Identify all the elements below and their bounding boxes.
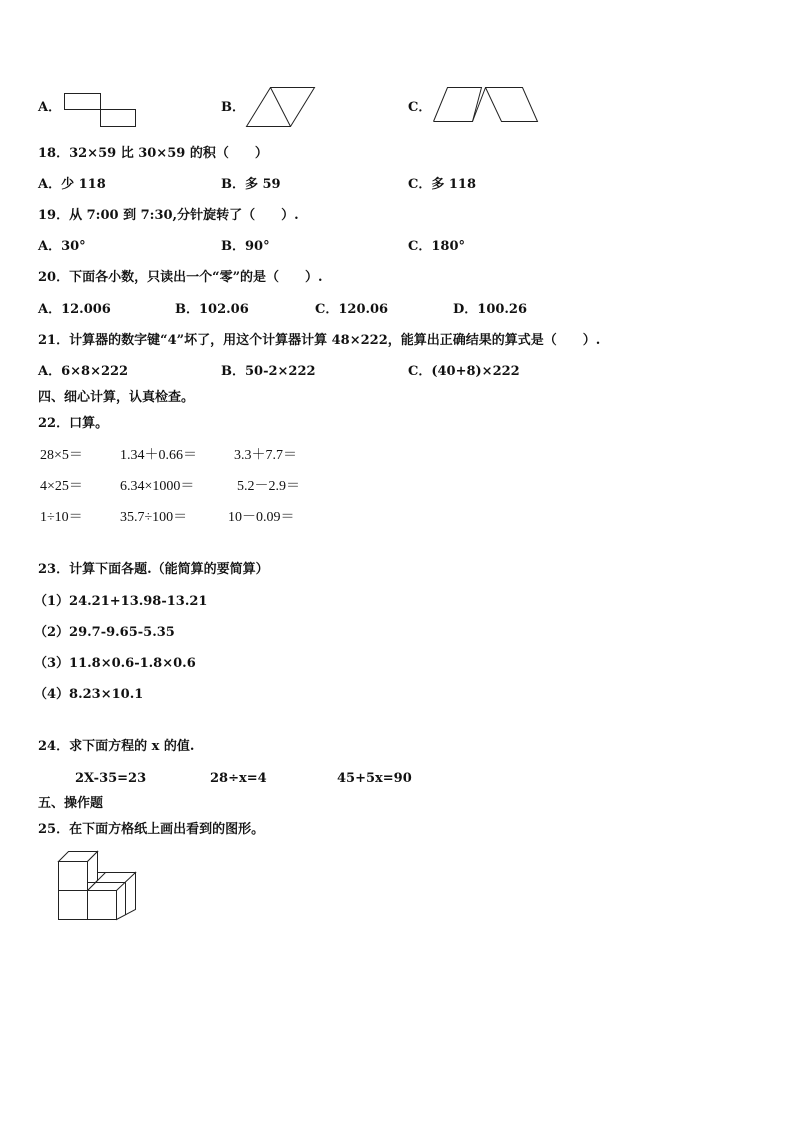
section-4-heading: 四、细心计算，认真检查。 (38, 390, 195, 405)
trapezoids-figure (433, 86, 543, 126)
q20-option-a: A．12.006 (38, 302, 111, 317)
q20-option-b: B．102.06 (175, 302, 249, 317)
q19-option-b: B．90° (221, 239, 270, 254)
q22-r2-c1: 4×25＝ (40, 479, 83, 494)
q22-r1-c1: 28×5＝ (40, 448, 83, 463)
q23-question: 23．计算下面各题.（能简算的要简算） (38, 562, 269, 577)
q18-option-b: B．多 59 (221, 177, 281, 192)
q21-option-b: B．50-2×222 (221, 364, 316, 379)
cube-stack-figure (58, 851, 140, 923)
q21-option-c: C．(40+8)×222 (408, 364, 520, 379)
q22-r2-c2: 6.34×1000＝ (120, 479, 195, 494)
q18-option-c: C．多 118 (408, 177, 477, 192)
q23-item-1: （1）24.21+13.98-13.21 (34, 594, 208, 609)
q17-option-b-label: B． (221, 100, 245, 115)
q22-r2-c3: 5.2－2.9＝ (237, 479, 300, 494)
q20-option-c: C．120.06 (315, 302, 389, 317)
q23-item-4: （4）8.23×10.1 (34, 687, 144, 702)
q21-question: 21．计算器的数字键“4”坏了，用这个计算器计算 48×222，能算出正确结果的算式是（ ）. (38, 333, 601, 348)
q24-question: 24．求下面方程的 x 的值. (38, 739, 195, 754)
q19-question: 19．从 7:00 到 7:30,分针旋转了（ ）. (38, 208, 299, 223)
q20-question: 20．下面各小数，只读出一个“零”的是（ ）. (38, 270, 323, 285)
q22-r1-c3: 3.3＋7.7＝ (234, 448, 297, 463)
q24-equation-1: 2X-35=23 (75, 771, 147, 786)
q24-equation-2: 28÷x=4 (210, 771, 267, 786)
q22-r3-c2: 35.7÷100＝ (120, 510, 188, 525)
two-rectangles-figure (64, 92, 139, 132)
q24-equation-3: 45+5x=90 (337, 771, 412, 786)
q22-r3-c3: 10－0.09＝ (228, 510, 295, 525)
parallelogram-figure (246, 86, 318, 130)
q22-r3-c1: 1÷10＝ (40, 510, 83, 525)
q21-option-a: A．6×8×222 (38, 364, 129, 379)
q19-option-a: A．30° (38, 239, 86, 254)
q20-option-d: D．100.26 (453, 302, 528, 317)
q18-question: 18．32×59 比 30×59 的积（ ） (38, 146, 268, 161)
q25-question: 25．在下面方格纸上画出看到的图形。 (38, 822, 265, 837)
q22-r1-c2: 1.34＋0.66＝ (120, 448, 197, 463)
q19-option-c: C．180° (408, 239, 465, 254)
q23-item-3: （3）11.8×0.6-1.8×0.6 (34, 656, 196, 671)
section-5-heading: 五、操作题 (38, 796, 104, 811)
q17-option-c-label: C． (408, 100, 432, 115)
q22-question: 22．口算。 (38, 416, 109, 431)
q17-option-a-label: A． (38, 100, 62, 115)
q23-item-2: （2）29.7-9.65-5.35 (34, 625, 175, 640)
q18-option-a: A．少 118 (38, 177, 106, 192)
